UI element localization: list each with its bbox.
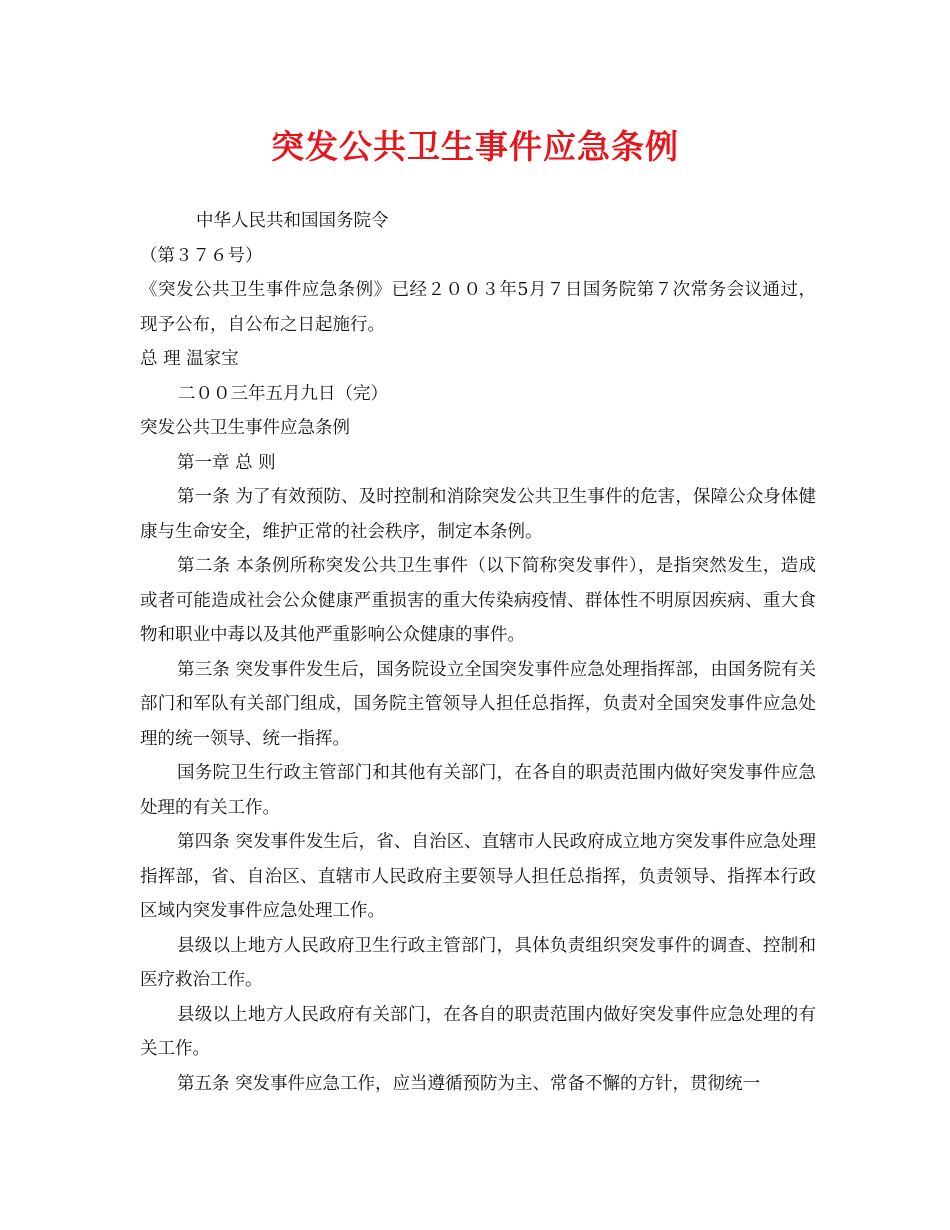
decree-issuer: 中华人民共和国国务院令	[196, 211, 389, 231]
issue-date: 二００三年五月九日（完）	[178, 383, 388, 404]
chapter-heading: 第一章 总 则	[177, 452, 276, 473]
regulation-subtitle: 突发公共卫生事件应急条例	[140, 418, 350, 438]
article-4: 第四条 突发事件发生后，省、自治区、直辖市人民政府成立地方突发事件应急处理指挥部，省、自治区、直辖市人民政府主要领导人担任总指挥，负责领导、指挥本行政区域内突发事件应急处理工作。	[140, 832, 816, 921]
document-body	[140, 204, 816, 1101]
decree-number: （第３７６号）	[140, 245, 263, 266]
article-4-paragraph-3: 县级以上地方人民政府有关部门，在各自的职责范围内做好突发事件应急处理的有关工作。	[140, 1004, 816, 1059]
article-4-paragraph-2: 县级以上地方人民政府卫生行政主管部门，具体负责组织突发事件的调查、控制和医疗救治工作。	[140, 935, 816, 990]
article-5: 第五条 突发事件应急工作，应当遵循预防为主、常备不懈的方针，贯彻统一	[177, 1073, 761, 1094]
announcement-paragraph: 《突发公共卫生事件应急条例》已经２００３年5月７日国务院第７次常务会议通过，现予公布，自公布之日起施行。	[140, 280, 816, 335]
article-3-paragraph-2: 国务院卫生行政主管部门和其他有关部门，在各自的职责范围内做好突发事件应急处理的有关工作。	[140, 763, 816, 818]
article-2: 第二条 本条例所称突发公共卫生事件（以下简称突发事件），是指突然发生，造成或者可能造成社会公众健康严重损害的重大传染病疫情、群体性不明原因疾病、重大食物和职业中毒以及其他严重影响公众健康的事件。	[140, 556, 816, 645]
article-1: 第一条 为了有效预防、及时控制和消除突发公共卫生事件的危害，保障公众身体健康与生命安全，维护正常的社会秩序，制定本条例。	[140, 487, 816, 542]
document-title: 突发公共卫生事件应急条例	[271, 127, 679, 166]
signatory: 总 理 温家宝	[140, 349, 239, 369]
article-3: 第三条 突发事件发生后，国务院设立全国突发事件应急处理指挥部，由国务院有关部门和军队有关部门组成，国务院主管领导人担任总指挥，负责对全国突发事件应急处理的统一领导、统一指挥。	[140, 659, 816, 749]
